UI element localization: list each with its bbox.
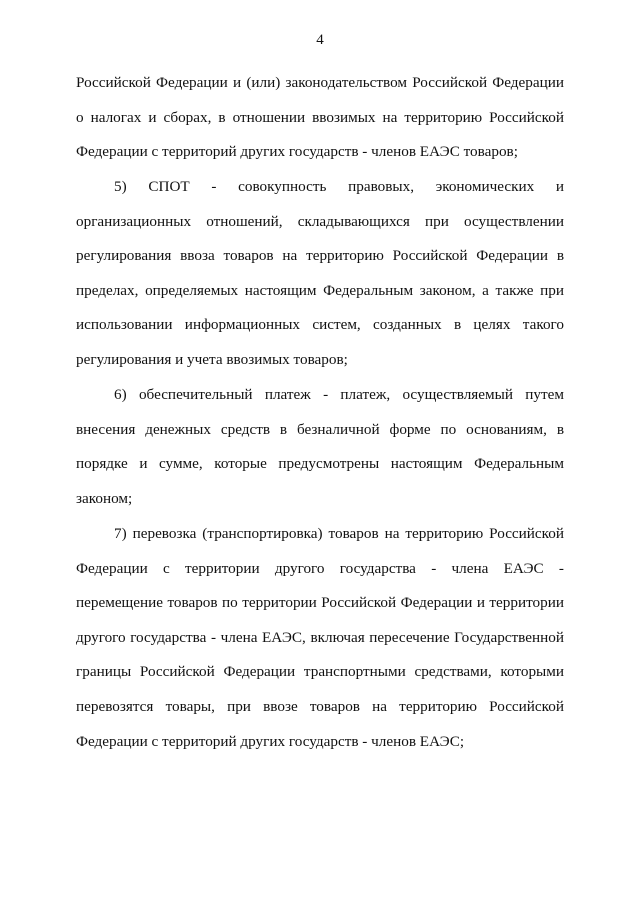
- paragraph-line: границы Российской Федерации транспортными средствами, которыми: [76, 663, 564, 681]
- paragraph-line: порядке и сумме, которые предусмотрены настоящим Федеральным: [76, 455, 564, 473]
- paragraph-line: Федерации с территории другого государства - члена ЕАЭС -: [76, 559, 564, 577]
- page-number: 4: [316, 32, 324, 48]
- paragraph-line: организационных отношений, складывающихся при осуществлении: [76, 212, 564, 230]
- paragraph-item-6: [76, 378, 564, 516]
- paragraph-line: Федерации с территорий других государств - членов ЕАЭС;: [76, 732, 465, 750]
- paragraph-item-7: [76, 517, 564, 759]
- paragraph-line: 5) СПОТ - совокупность правовых, экономических и: [114, 178, 564, 195]
- paragraph-continuation: [76, 66, 564, 170]
- paragraph-line: 6) обеспечительный платеж - платеж, осуществляемый путем: [114, 386, 564, 403]
- paragraph-line: регулирования и учета ввозимых товаров;: [76, 350, 348, 368]
- paragraph-line: Федерации с территорий других государств - членов ЕАЭС товаров;: [76, 143, 518, 161]
- paragraph-line: внесения денежных средств в безналичной форме по основаниям, в: [76, 420, 564, 438]
- paragraph-item-5: [76, 170, 564, 378]
- paragraph-line: перевозятся товары, при ввозе товаров на территорию Российской: [76, 697, 564, 715]
- paragraph-line: законом;: [76, 489, 133, 507]
- paragraph-line: другого государства - члена ЕАЭС, включая пересечение Государственной: [76, 628, 564, 646]
- paragraph-line: перемещение товаров по территории Российской Федерации и территории: [76, 594, 564, 612]
- paragraph-line: пределах, определяемых настоящим Федеральным законом, а также при: [76, 281, 564, 299]
- paragraph-line: о налогах и сборах, в отношении ввозимых на территорию Российской: [76, 108, 564, 126]
- paragraph-line: 7) перевозка (транспортировка) товаров на территорию Российской: [114, 525, 564, 542]
- paragraph-line: использовании информационных систем, созданных в целях такого: [76, 316, 564, 334]
- paragraph-line: Российской Федерации и (или) законодательством Российской Федерации: [76, 74, 564, 91]
- paragraph-line: регулирования ввоза товаров на территорию Российской Федерации в: [76, 247, 564, 265]
